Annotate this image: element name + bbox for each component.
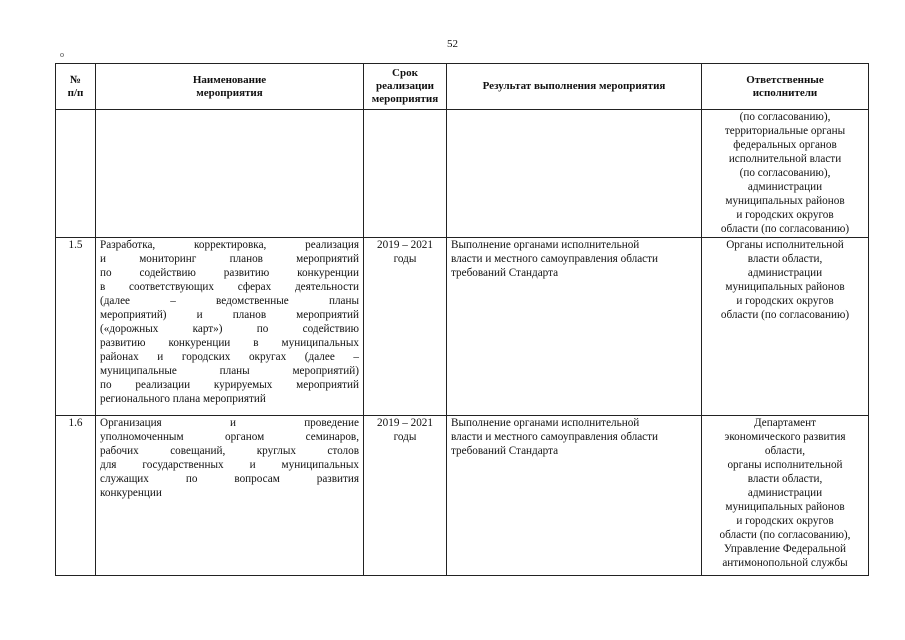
cell-line: конкуренции [100,487,162,499]
cell-line: и мониторинг планов мероприятий [100,253,359,265]
cell-line: муниципальных районов [725,501,845,513]
header-responsible: Ответственные исполнители [702,64,869,110]
cell-line: требований Стандарта [451,445,559,457]
corner-mark: о [60,50,64,59]
cell-responsible [702,416,869,576]
cell-line: области, [764,445,806,457]
cell-line: («дорожных карт») по содействию [100,323,359,335]
cell-line: требований Стандарта [451,267,559,279]
measures-table [55,63,869,576]
cell-line: для государственных и муниципальных [100,459,359,471]
cell-line: территориальные органы [724,125,846,137]
page-number: 52 [447,38,458,50]
table-row [56,110,869,238]
cell-name [96,416,364,576]
cell-result [447,110,702,238]
cell-line: администрации [747,181,823,193]
cell-num [56,110,96,238]
cell-term [364,238,447,416]
cell-responsible [702,110,869,238]
cell-line: Выполнение органами исполнительной [451,417,640,429]
cell-line: области (по согласованию), [719,529,851,541]
cell-line: (по согласованию), [739,111,831,123]
table-row [56,416,869,576]
cell-line: Разработка, корректировка, реализация [100,239,359,251]
cell-line: по реализации курируемых мероприятий [100,379,359,391]
header-num: № п/п [56,64,96,110]
cell-responsible [702,238,869,416]
cell-num: 1.5 [56,238,96,416]
cell-line: уполномоченным органом семинаров, [100,431,359,443]
cell-line: (далее – ведомственные планы [100,295,359,307]
cell-line: муниципальных районов [725,281,845,293]
cell-term [364,416,447,576]
cell-line: (по согласованию), [739,167,831,179]
cell-line: муниципальных районов [725,195,845,207]
cell-line: 2019 – 2021 [377,417,433,429]
table-header-row [56,64,869,110]
cell-line: и городских округов [736,295,834,307]
header-result: Результат выполнения мероприятия [447,64,702,110]
cell-line: области (по согласованию) [720,223,850,235]
cell-name [96,238,364,416]
cell-line: власти области, [747,253,823,265]
cell-line: органы исполнительной [727,459,843,471]
cell-line: годы [393,253,417,265]
cell-line: Организация и проведение [100,417,359,429]
cell-line: исполнительной власти [728,153,842,165]
cell-line: Органы исполнительной [726,239,844,251]
cell-line: годы [393,431,417,443]
cell-line: администрации [747,487,823,499]
cell-result [447,416,702,576]
cell-line: по содействию развитию конкуренции [100,267,359,279]
cell-num: 1.6 [56,416,96,576]
cell-line: власти и местного самоуправления области [451,431,659,443]
table-row [56,238,869,416]
cell-line: власти области, [747,473,823,485]
cell-line: 2019 – 2021 [377,239,433,251]
cell-line: области (по согласованию) [720,309,850,321]
cell-line: федеральных органов [733,139,837,151]
cell-line: муниципальные планы мероприятий) [100,365,359,377]
cell-line: экономического развития [724,431,846,443]
cell-line: Выполнение органами исполнительной [451,239,640,251]
cell-line: и городских округов [736,209,834,221]
cell-line: развитию конкуренции в муниципальных [100,337,359,349]
cell-line: в соответствующих сферах деятельности [100,281,359,293]
cell-line: и городских округов [736,515,834,527]
cell-line: регионального плана мероприятий [100,393,266,405]
cell-line: рабочих совещаний, круглых столов [100,445,359,457]
cell-line: власти и местного самоуправления области [451,253,659,265]
cell-name [96,110,364,238]
header-term: Срок реализации мероприятия [364,64,447,110]
cell-term [364,110,447,238]
header-name: Наименование мероприятия [96,64,364,110]
cell-line: мероприятий) и планов мероприятий [100,309,359,321]
cell-line: антимонопольной службы [722,557,848,569]
cell-line: Управление Федеральной [723,543,847,555]
cell-line: районах и городских округах (далее – [100,351,359,363]
cell-result [447,238,702,416]
cell-line: Департамент [753,417,817,429]
cell-line: администрации [747,267,823,279]
cell-line: служащих по вопросам развития [100,473,359,485]
